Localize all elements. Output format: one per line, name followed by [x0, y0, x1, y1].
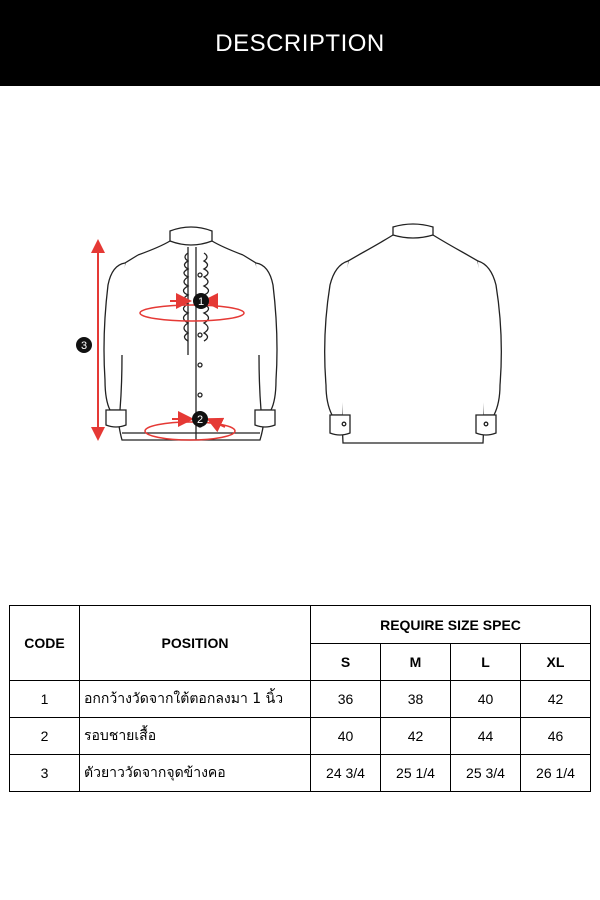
size-header-xl: XL	[521, 644, 591, 681]
spec-header: REQUIRE SIZE SPEC	[311, 606, 591, 644]
marker-1	[193, 293, 209, 309]
table-row	[10, 718, 591, 755]
row-position: ตัวยาววัดจากจุดข้างคอ	[80, 755, 311, 792]
row-value-s: 24 3/4	[311, 755, 381, 792]
row-value-xl: 26 1/4	[521, 755, 591, 792]
row-value-m: 25 1/4	[381, 755, 451, 792]
position-header: POSITION	[80, 606, 311, 681]
back-shirt-drawing	[325, 224, 502, 443]
code-header: CODE	[10, 606, 80, 681]
page-header	[0, 0, 600, 86]
row-code: 3	[10, 755, 80, 792]
table-row	[10, 755, 591, 792]
size-spec-table	[9, 605, 591, 792]
svg-text:2: 2	[196, 414, 204, 426]
table-row	[10, 681, 591, 718]
row-value-xl: 42	[521, 681, 591, 718]
row-value-l: 44	[451, 718, 521, 755]
row-position: อกกว้างวัดจากใต้ตอกลงมา 1 นิ้ว	[80, 681, 311, 718]
marker-3	[76, 337, 92, 353]
front-shirt-drawing	[104, 227, 277, 440]
shirt-illustration	[60, 205, 520, 465]
row-value-s: 40	[311, 718, 381, 755]
svg-text:3: 3	[80, 340, 88, 352]
row-code: 1	[10, 681, 80, 718]
row-value-l: 25 3/4	[451, 755, 521, 792]
row-code: 2	[10, 718, 80, 755]
row-value-m: 38	[381, 681, 451, 718]
row-value-m: 42	[381, 718, 451, 755]
page-title: DESCRIPTION	[215, 30, 385, 57]
row-position: รอบชายเสื้อ	[80, 718, 311, 755]
svg-text:1: 1	[197, 296, 205, 308]
size-header-s: S	[311, 644, 381, 681]
marker-2	[192, 411, 208, 427]
size-header-l: L	[451, 644, 521, 681]
row-value-l: 40	[451, 681, 521, 718]
size-header-m: M	[381, 644, 451, 681]
row-value-s: 36	[311, 681, 381, 718]
row-value-xl: 46	[521, 718, 591, 755]
